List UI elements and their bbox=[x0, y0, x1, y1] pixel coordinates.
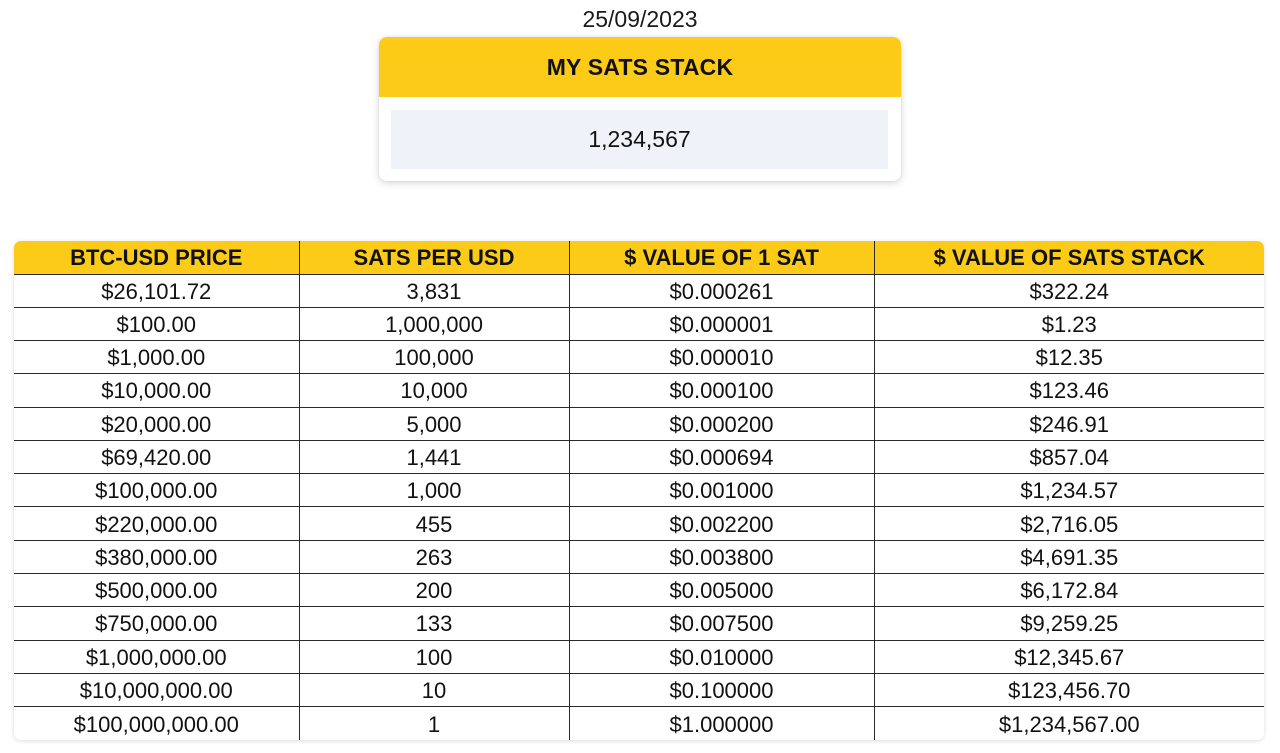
table-row bbox=[14, 374, 1264, 407]
cell-btc-usd-price: $20,000.00 bbox=[14, 407, 299, 440]
cell-sats-per-usd: 133 bbox=[299, 607, 569, 640]
table-row bbox=[14, 640, 1264, 673]
price-table bbox=[14, 241, 1264, 740]
header-value-of-1-sat: $ VALUE OF 1 SAT bbox=[569, 241, 874, 274]
cell-sats-per-usd: 10,000 bbox=[299, 374, 569, 407]
cell-value-of-sats-stack: $123,456.70 bbox=[874, 673, 1264, 706]
cell-value-of-sats-stack: $322.24 bbox=[874, 274, 1264, 307]
header-sats-per-usd: SATS PER USD bbox=[299, 241, 569, 274]
cell-btc-usd-price: $10,000,000.00 bbox=[14, 673, 299, 706]
cell-sats-per-usd: 100,000 bbox=[299, 341, 569, 374]
cell-btc-usd-price: $380,000.00 bbox=[14, 540, 299, 573]
cell-sats-per-usd: 1 bbox=[299, 707, 569, 740]
cell-btc-usd-price: $1,000.00 bbox=[14, 341, 299, 374]
sats-stack-title: MY SATS STACK bbox=[379, 37, 901, 97]
cell-value-of-1-sat: $0.100000 bbox=[569, 673, 874, 706]
cell-value-of-1-sat: $0.000694 bbox=[569, 440, 874, 473]
cell-sats-per-usd: 1,000 bbox=[299, 474, 569, 507]
sats-stack-card bbox=[379, 37, 901, 181]
table-row bbox=[14, 540, 1264, 573]
table-row bbox=[14, 407, 1264, 440]
cell-value-of-sats-stack: $9,259.25 bbox=[874, 607, 1264, 640]
cell-sats-per-usd: 100 bbox=[299, 640, 569, 673]
cell-value-of-sats-stack: $6,172.84 bbox=[874, 574, 1264, 607]
cell-value-of-sats-stack: $246.91 bbox=[874, 407, 1264, 440]
cell-value-of-sats-stack: $12,345.67 bbox=[874, 640, 1264, 673]
cell-btc-usd-price: $10,000.00 bbox=[14, 374, 299, 407]
table-row bbox=[14, 307, 1264, 340]
cell-value-of-sats-stack: $4,691.35 bbox=[874, 540, 1264, 573]
cell-btc-usd-price: $1,000,000.00 bbox=[14, 640, 299, 673]
table-row bbox=[14, 707, 1264, 740]
table-row bbox=[14, 474, 1264, 507]
cell-value-of-sats-stack: $1.23 bbox=[874, 307, 1264, 340]
cell-value-of-sats-stack: $123.46 bbox=[874, 374, 1264, 407]
cell-value-of-1-sat: $0.000001 bbox=[569, 307, 874, 340]
cell-value-of-1-sat: $0.000200 bbox=[569, 407, 874, 440]
cell-btc-usd-price: $69,420.00 bbox=[14, 440, 299, 473]
cell-value-of-1-sat: $0.000100 bbox=[569, 374, 874, 407]
date-label: 25/09/2023 bbox=[582, 6, 698, 32]
table-row bbox=[14, 607, 1264, 640]
cell-value-of-1-sat: $0.001000 bbox=[569, 474, 874, 507]
cell-value-of-1-sat: $1.000000 bbox=[569, 707, 874, 740]
table-row bbox=[14, 673, 1264, 706]
cell-value-of-1-sat: $0.003800 bbox=[569, 540, 874, 573]
cell-value-of-sats-stack: $1,234.57 bbox=[874, 474, 1264, 507]
cell-sats-per-usd: 10 bbox=[299, 673, 569, 706]
cell-btc-usd-price: $100,000,000.00 bbox=[14, 707, 299, 740]
cell-sats-per-usd: 263 bbox=[299, 540, 569, 573]
table-row bbox=[14, 341, 1264, 374]
cell-value-of-1-sat: $0.002200 bbox=[569, 507, 874, 540]
cell-btc-usd-price: $220,000.00 bbox=[14, 507, 299, 540]
cell-sats-per-usd: 5,000 bbox=[299, 407, 569, 440]
cell-btc-usd-price: $100.00 bbox=[14, 307, 299, 340]
cell-btc-usd-price: $100,000.00 bbox=[14, 474, 299, 507]
cell-sats-per-usd: 3,831 bbox=[299, 274, 569, 307]
cell-btc-usd-price: $26,101.72 bbox=[14, 274, 299, 307]
cell-value-of-1-sat: $0.005000 bbox=[569, 574, 874, 607]
cell-sats-per-usd: 200 bbox=[299, 574, 569, 607]
table-row bbox=[14, 440, 1264, 473]
table-row bbox=[14, 574, 1264, 607]
table-body bbox=[14, 274, 1264, 740]
sats-stack-value[interactable]: 1,234,567 bbox=[391, 110, 888, 169]
cell-value-of-sats-stack: $857.04 bbox=[874, 440, 1264, 473]
header-value-of-sats-stack: $ VALUE OF SATS STACK bbox=[874, 241, 1264, 274]
cell-btc-usd-price: $500,000.00 bbox=[14, 574, 299, 607]
cell-value-of-sats-stack: $1,234,567.00 bbox=[998, 711, 1140, 737]
cell-value-of-1-sat: $0.000010 bbox=[569, 341, 874, 374]
table-row bbox=[14, 507, 1264, 540]
table-row bbox=[14, 274, 1264, 307]
cell-sats-per-usd: 455 bbox=[299, 507, 569, 540]
cell-sats-per-usd: 1,000,000 bbox=[299, 307, 569, 340]
cell-sats-per-usd: 1,441 bbox=[299, 440, 569, 473]
cell-btc-usd-price: $750,000.00 bbox=[14, 607, 299, 640]
table-header-row bbox=[14, 241, 1264, 274]
cell-value-of-1-sat: $0.007500 bbox=[569, 607, 874, 640]
header-btc-usd-price: BTC-USD PRICE bbox=[14, 241, 299, 274]
cell-value-of-sats-stack: $12.35 bbox=[874, 341, 1264, 374]
cell-value-of-1-sat: $0.010000 bbox=[569, 640, 874, 673]
cell-value-of-sats-stack: $2,716.05 bbox=[874, 507, 1264, 540]
cell-value-of-1-sat: $0.000261 bbox=[569, 274, 874, 307]
